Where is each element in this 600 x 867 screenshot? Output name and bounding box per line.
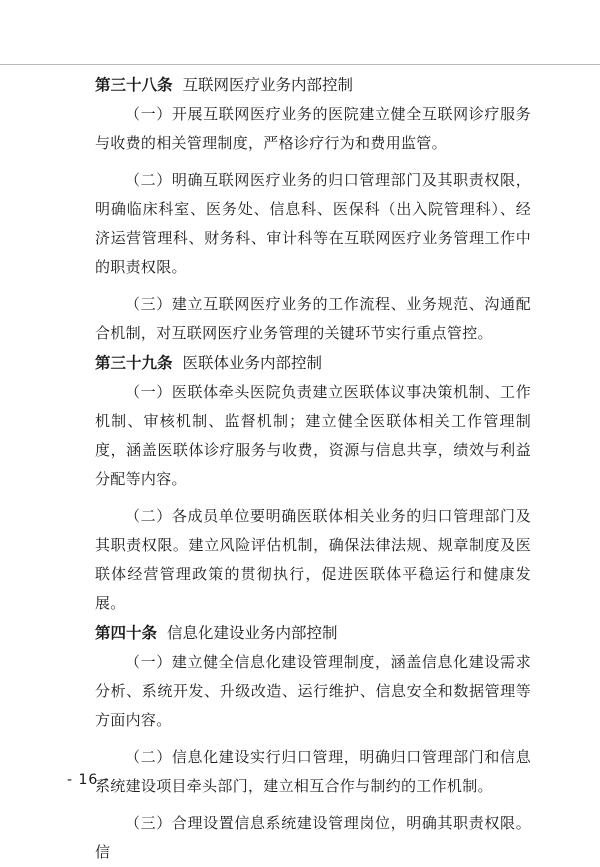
paragraph: （一）开展互联网医疗业务的医院建立健全互联网诊疗服务与收费的相关管理制度，严格诊疗行为和费用监管。 <box>95 105 531 152</box>
article-heading <box>95 348 531 378</box>
paragraph: （三）合理设置信息系统建设管理岗位，明确其职责权限。信 <box>95 814 531 861</box>
article-number: 第四十条 <box>95 623 158 642</box>
article-40 <box>95 618 531 867</box>
paragraph: （二）信息化建设实行归口管理，明确归口管理部门和信息系统建设项目牵头部门，建立相互合作与制约的工作机制。 <box>95 748 531 795</box>
document-body <box>95 70 531 867</box>
article-number: 第三十九条 <box>95 353 173 372</box>
article-39 <box>95 348 531 618</box>
article-title: 互联网医疗业务内部控制 <box>182 76 354 94</box>
header-rule <box>0 64 600 65</box>
article-heading <box>95 618 531 648</box>
article-heading <box>95 70 531 100</box>
paragraph: （二）明确互联网医疗业务的归口管理部门及其职责权限，明确临床科室、医务处、信息科、医保科（出入院管理科）、经济运营管理科、财务科、审计科等在互联网医疗业务管理工作中的职责权限。 <box>95 171 531 276</box>
paragraph: （一）建立健全信息化建设管理制度，涵盖信息化建设需求分析、系统开发、升级改造、运行维护、信息安全和数据管理等方面内容。 <box>95 653 531 729</box>
article-title: 医联体业务内部控制 <box>182 354 323 372</box>
article-number: 第三十八条 <box>95 75 173 94</box>
article-38 <box>95 70 531 348</box>
paragraph: （一）医联体牵头医院负责建立医联体议事决策机制、工作机制、审核机制、监督机制；建立健全医联体相关工作管理制度，涵盖医联体诊疗服务与收费，资源与信息共享，绩效与利益分配等内容。 <box>95 383 531 488</box>
article-title: 信息化建设业务内部控制 <box>167 624 338 642</box>
paragraph: （三）建立互联网医疗业务的工作流程、业务规范、沟通配合机制，对互联网医疗业务管理的关键环节实行重点管控。 <box>95 295 531 342</box>
paragraph: （二）各成员单位要明确医联体相关业务的归口管理部门及其职责权限。建立风险评估机制，确保法律法规、规章制度及医联体经营管理政策的贯彻执行，促进医联体平稳运行和健康发展。 <box>95 507 531 612</box>
page-number: - 16 - <box>67 772 110 788</box>
